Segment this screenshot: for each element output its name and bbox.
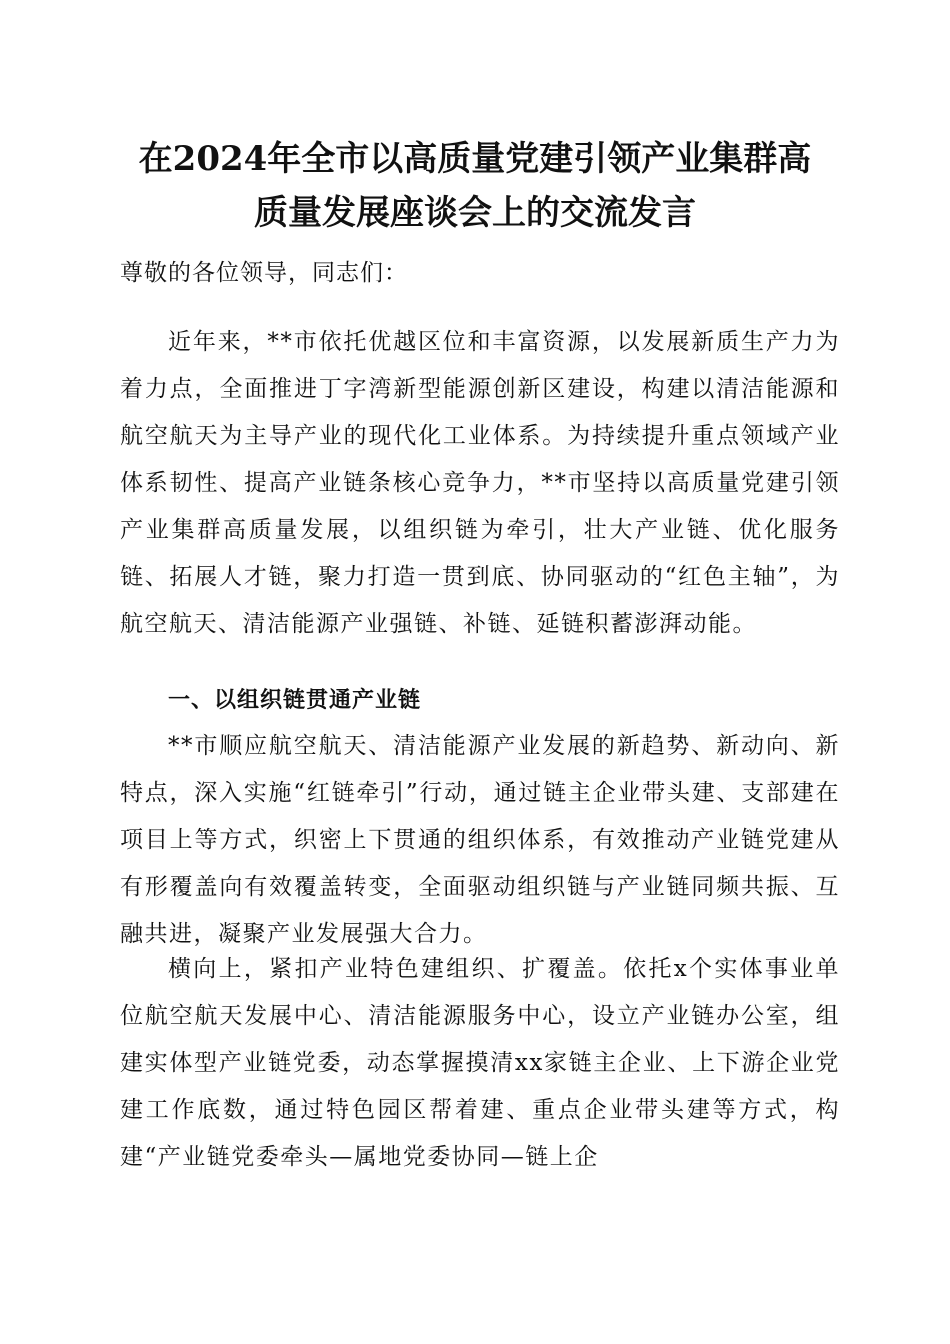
paragraph-horizontal: 横向上，紧扣产业特色建组织、扩覆盖。依托x个实体事业单位航空航天发展中心、清洁能源服务中心，设立产业链办公室，组建实体型产业链党委，动态掌握摸清xx家链主企业、上下游企业党建工作底数，通过特色园区帮着建、重点企业带头建等方式，构建“产业链党委牵头—属地党委协同—链上企 [120,956,840,1170]
salutation: 尊敬的各位领导，同志们： [120,260,408,286]
section-heading-1: 一、以组织链贯通产业链 [168,688,422,713]
paragraph-intro: 近年来，**市依托优越区位和丰富资源，以发展新质生产力为着力点，全面推进丁字湾新型能源创新区建设，构建以清洁能源和航空航天为主导产业的现代化工业体系。为持续提升重点领域产业体系韧性、提高产业链条核心竞争力，**市坚持以高质量党建引领产业集群高质量发展，以组织链为牵引，壮大产业链、优化服务链、拓展人才链，聚力打造一贯到底、协同驱动的“红色主轴”，为航空航天、清洁能源产业强链、补链、延链积蓄澎湃动能。 [120,329,840,637]
document-title-line-2: 质量发展座谈会上的交流发言 [254,193,696,233]
paragraph-section1: **市顺应航空航天、清洁能源产业发展的新趋势、新动向、新特点，深入实施“红链牵引”行动，通过链主企业带头建、支部建在项目上等方式，织密上下贯通的组织体系，有效推动产业链党建从有形覆盖向有效覆盖转变，全面驱动组织链与产业链同频共振、互融共进，凝聚产业发展强大合力。 [120,733,840,947]
document-title-line-1: 在2024年全市以高质量党建引领产业集群高 [138,139,812,179]
